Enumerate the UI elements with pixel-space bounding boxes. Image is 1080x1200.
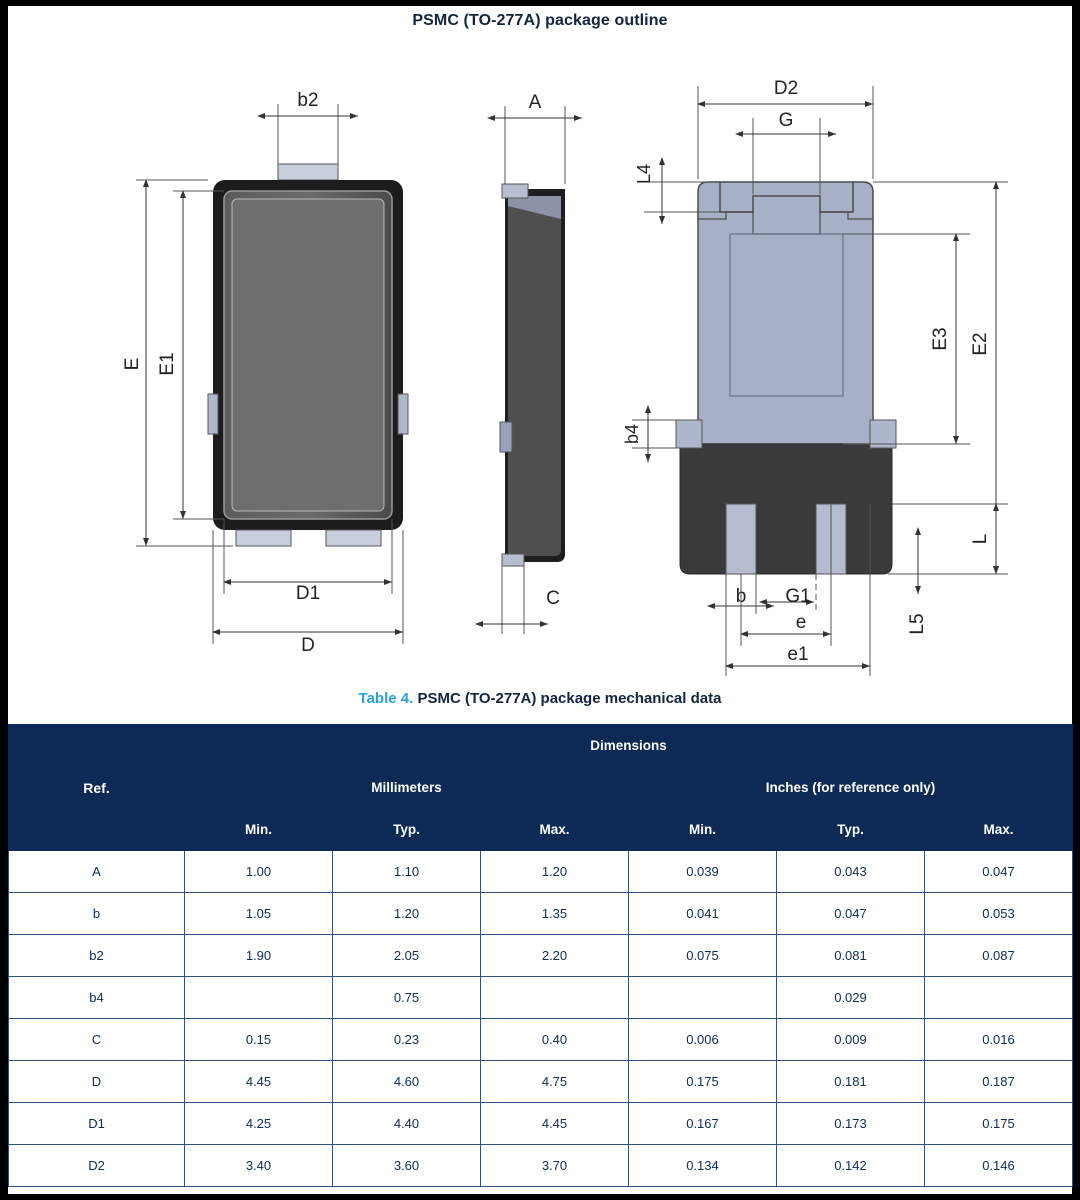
cell-in-min: [629, 977, 777, 1019]
label-b2: b2: [297, 90, 319, 111]
cell-in-min: 0.006: [629, 1019, 777, 1061]
cell-mm-max: 4.75: [481, 1061, 629, 1103]
cell-mm-typ: 2.05: [333, 935, 481, 977]
header-in-typ: Typ.: [777, 809, 925, 851]
view-side: [500, 184, 565, 566]
label-E: E: [122, 357, 143, 371]
view-top: [208, 164, 408, 546]
cell-in-typ: 0.173: [777, 1103, 925, 1145]
label-L5: L5: [907, 613, 928, 635]
cell-in-min: 0.075: [629, 935, 777, 977]
page-sheet: [8, 6, 1072, 1194]
label-G1: G1: [785, 586, 811, 607]
cell-ref: D2: [9, 1145, 185, 1187]
cell-in-max: 0.087: [925, 935, 1073, 977]
label-A: A: [528, 92, 542, 113]
table-row: [9, 1103, 1073, 1145]
label-D: D: [301, 635, 315, 656]
header-in-max: Max.: [925, 809, 1073, 851]
cell-mm-max: 3.70: [481, 1145, 629, 1187]
label-E2: E2: [970, 332, 991, 356]
header-millimeters: Millimeters: [185, 767, 629, 809]
cell-in-max: 0.187: [925, 1061, 1073, 1103]
cell-in-min: 0.134: [629, 1145, 777, 1187]
cell-in-typ: 0.047: [777, 893, 925, 935]
table-row: [9, 1019, 1073, 1061]
table-row: [9, 851, 1073, 893]
label-L4: L4: [634, 163, 654, 185]
cell-mm-min: 4.25: [185, 1103, 333, 1145]
dim-A: [488, 92, 582, 184]
header-dimensions: Dimensions: [185, 725, 1073, 767]
cell-ref: b: [9, 893, 185, 935]
dim-C: [476, 566, 560, 634]
cell-in-max: 0.146: [925, 1145, 1073, 1187]
cell-mm-typ: 0.23: [333, 1019, 481, 1061]
cell-in-max: 0.047: [925, 851, 1073, 893]
cell-mm-typ: 4.40: [333, 1103, 481, 1145]
cell-in-typ: 0.043: [777, 851, 925, 893]
cell-mm-min: 3.40: [185, 1145, 333, 1187]
cell-mm-min: 1.05: [185, 893, 333, 935]
label-E1: E1: [157, 352, 178, 376]
cell-in-typ: 0.029: [777, 977, 925, 1019]
label-b: b: [735, 586, 747, 607]
table-row: [9, 977, 1073, 1019]
header-mm-min: Min.: [185, 809, 333, 851]
cell-ref: A: [9, 851, 185, 893]
cell-in-min: 0.175: [629, 1061, 777, 1103]
cell-mm-min: 1.00: [185, 851, 333, 893]
cell-mm-min: 0.15: [185, 1019, 333, 1061]
cell-in-max: 0.016: [925, 1019, 1073, 1061]
cell-in-min: 0.167: [629, 1103, 777, 1145]
table-number: Table 4.: [358, 690, 414, 707]
cell-mm-min: 1.90: [185, 935, 333, 977]
header-mm-typ: Typ.: [333, 809, 481, 851]
cell-mm-typ: 1.10: [333, 851, 481, 893]
label-E3: E3: [930, 327, 951, 351]
cell-in-min: 0.039: [629, 851, 777, 893]
dim-E2: [873, 182, 1008, 574]
label-e1: e1: [787, 644, 809, 665]
cell-mm-max: [481, 977, 629, 1019]
cell-in-typ: 0.009: [777, 1019, 925, 1061]
table-body: [9, 851, 1073, 1187]
label-L: L: [970, 533, 991, 545]
header-mm-max: Max.: [481, 809, 629, 851]
cell-in-max: [925, 977, 1073, 1019]
dim-b4: [622, 406, 680, 462]
table-row: [9, 1061, 1073, 1103]
cell-ref: b4: [9, 977, 185, 1019]
cell-mm-max: 4.45: [481, 1103, 629, 1145]
label-b4: b4: [622, 423, 642, 445]
cell-ref: D: [9, 1061, 185, 1103]
cell-in-typ: 0.142: [777, 1145, 925, 1187]
cell-in-max: 0.175: [925, 1103, 1073, 1145]
table-caption: [8, 690, 1072, 707]
cell-in-typ: 0.181: [777, 1061, 925, 1103]
cell-ref: D1: [9, 1103, 185, 1145]
mechanical-data-table: [8, 724, 1073, 1187]
label-D1: D1: [295, 583, 321, 604]
table-row: [9, 1145, 1073, 1187]
package-outline-drawing: [8, 34, 1072, 684]
figure-title: PSMC (TO-277A) package outline: [412, 12, 668, 29]
header-inches: Inches (for reference only): [629, 767, 1073, 809]
cell-mm-typ: 1.20: [333, 893, 481, 935]
cell-mm-max: 0.40: [481, 1019, 629, 1061]
cell-mm-max: 1.35: [481, 893, 629, 935]
cell-mm-typ: 0.75: [333, 977, 481, 1019]
label-C: C: [546, 588, 560, 609]
table-row: [9, 935, 1073, 977]
view-bottom: [676, 182, 896, 574]
label-e: e: [795, 612, 807, 633]
cell-mm-typ: 3.60: [333, 1145, 481, 1187]
cell-mm-min: 4.45: [185, 1061, 333, 1103]
dim-b2: [258, 90, 358, 174]
table-caption-text: PSMC (TO-277A) package mechanical data: [413, 690, 722, 707]
cell-in-min: 0.041: [629, 893, 777, 935]
cell-mm-typ: 4.60: [333, 1061, 481, 1103]
cell-mm-max: 1.20: [481, 851, 629, 893]
cell-mm-max: 2.20: [481, 935, 629, 977]
dim-L5: [888, 528, 956, 635]
label-G: G: [778, 110, 794, 131]
cell-mm-min: [185, 977, 333, 1019]
mechanical-data-table-wrapper: [8, 724, 1072, 1187]
cell-in-max: 0.053: [925, 893, 1073, 935]
header-ref: Ref.: [9, 725, 185, 851]
cell-ref: b2: [9, 935, 185, 977]
cell-ref: C: [9, 1019, 185, 1061]
dim-L: [892, 504, 1008, 574]
table-row: [9, 893, 1073, 935]
header-in-min: Min.: [629, 809, 777, 851]
label-D2: D2: [773, 78, 799, 99]
cell-in-typ: 0.081: [777, 935, 925, 977]
table-header-row-1: [9, 725, 1073, 767]
